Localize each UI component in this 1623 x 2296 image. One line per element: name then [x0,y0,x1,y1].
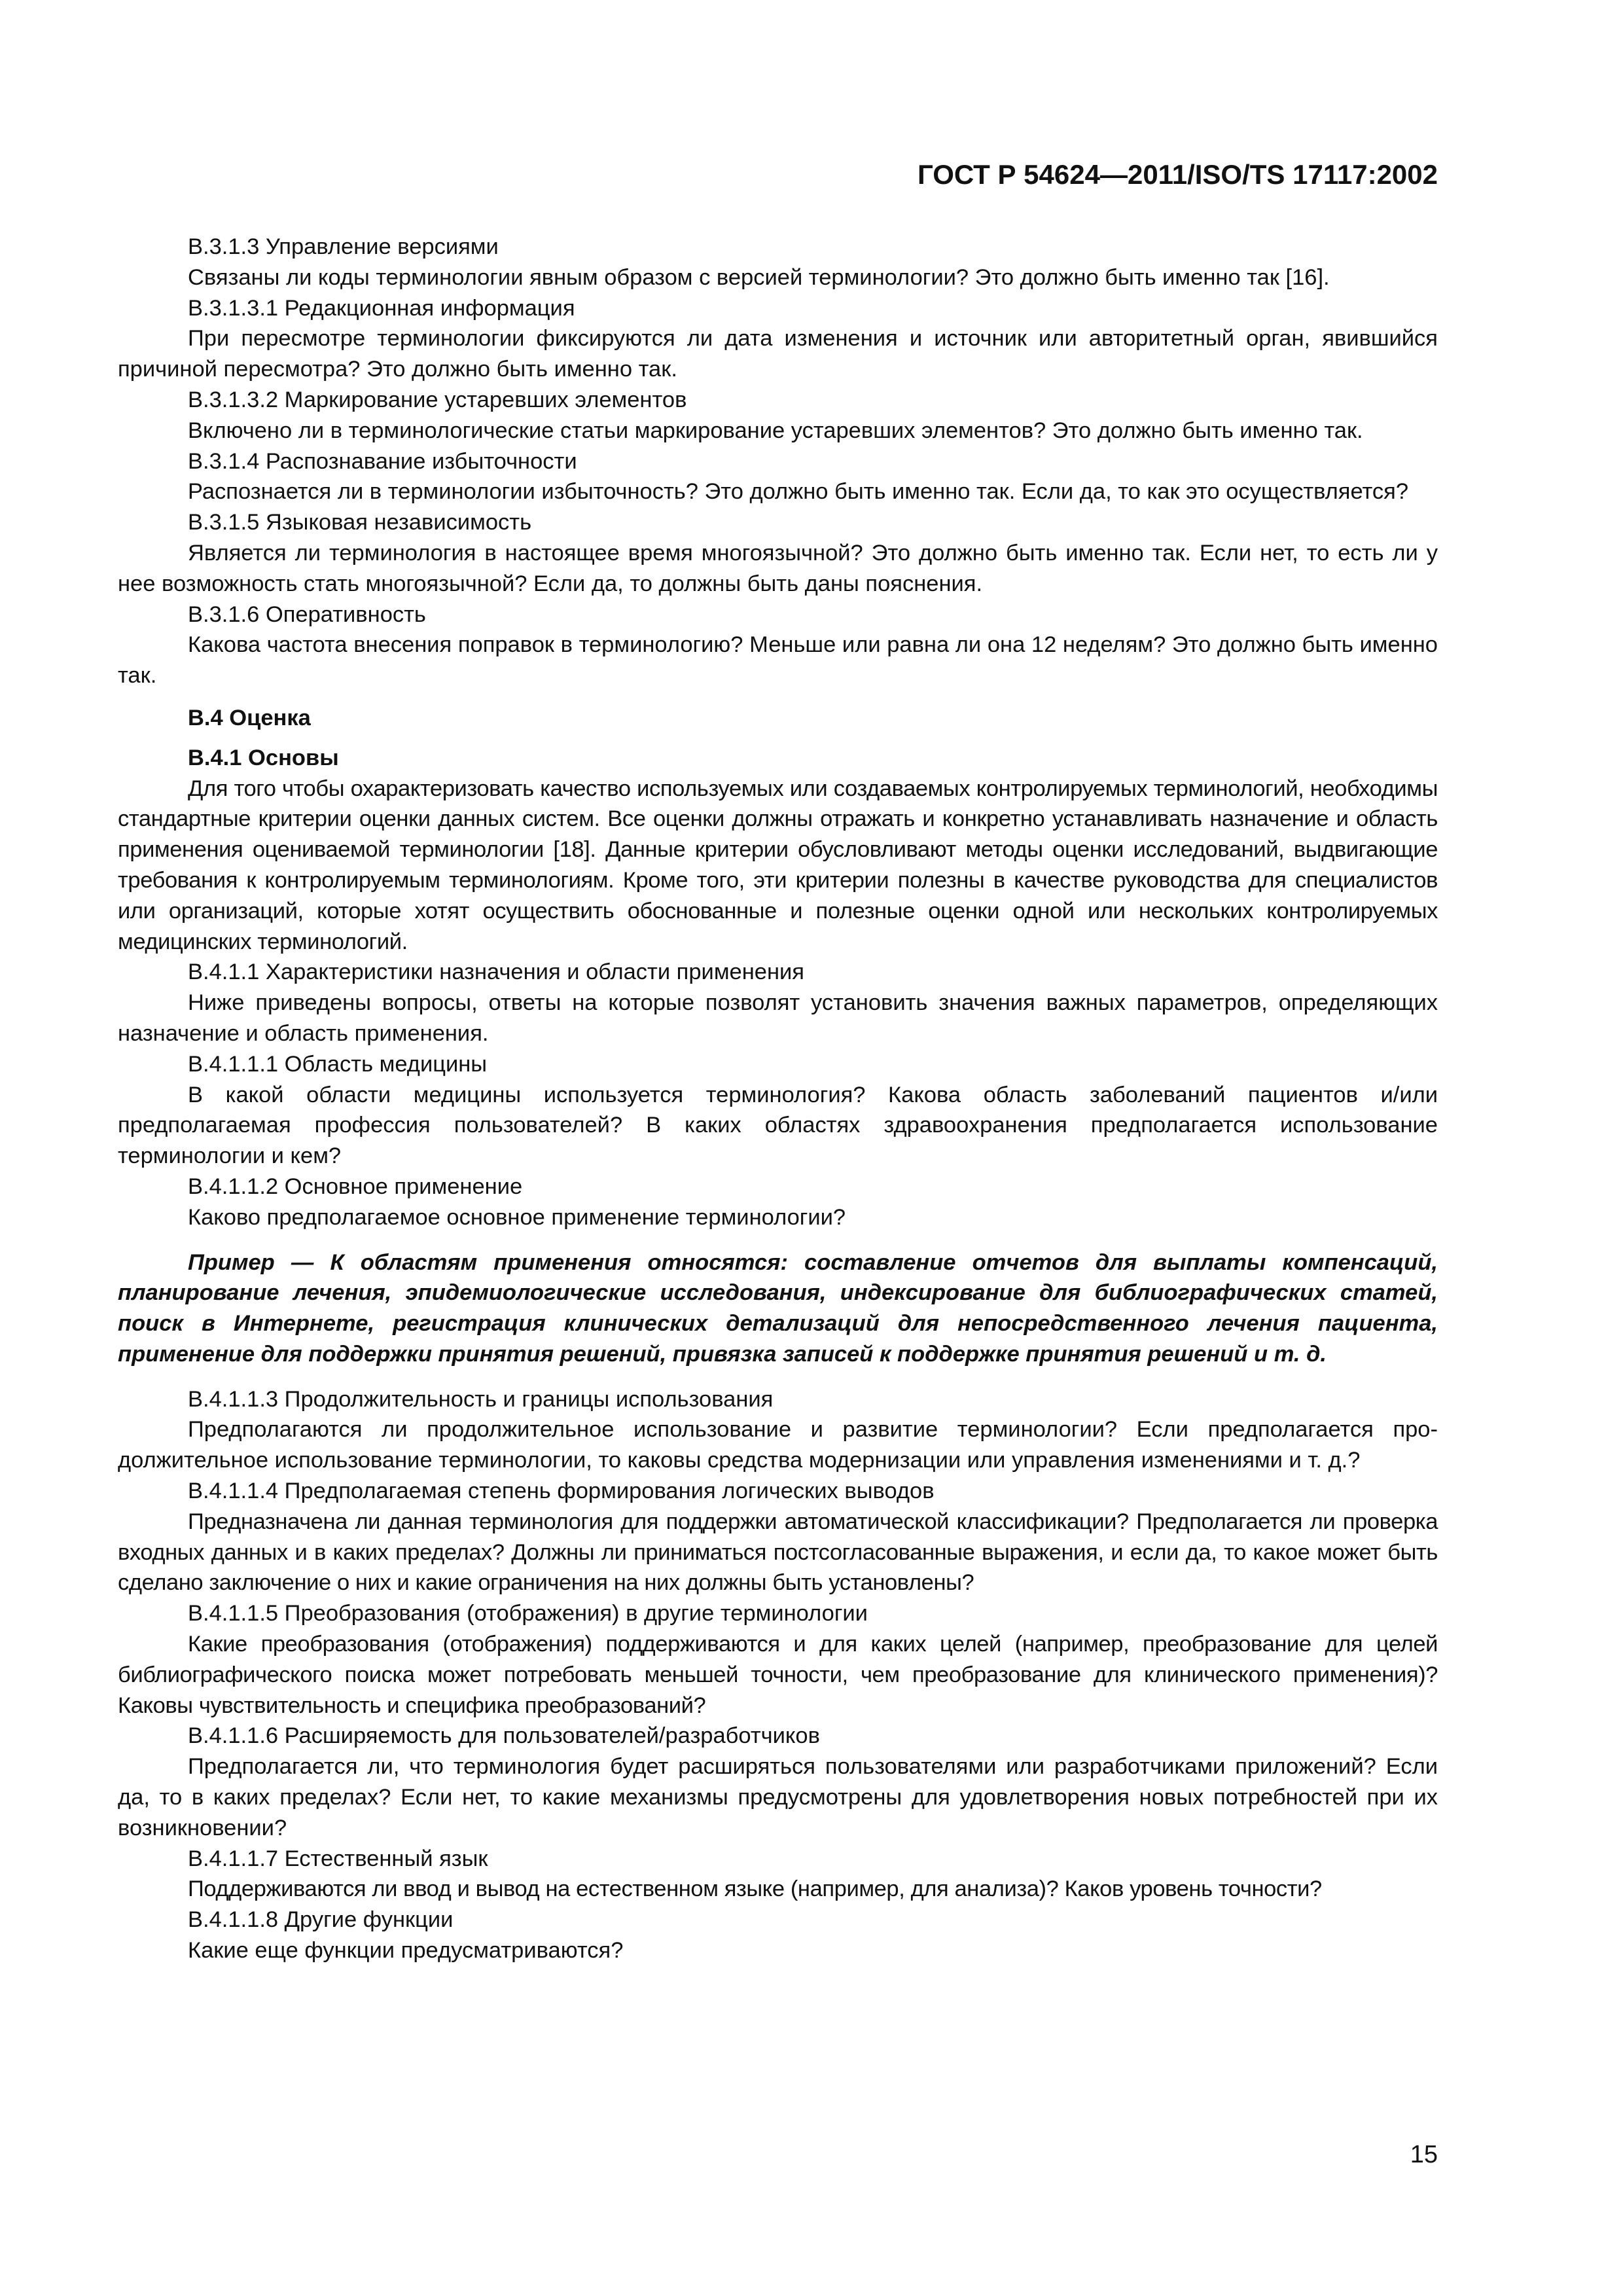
clause-heading: B.4.1.1.6 Расширяемость для пользователей/разработчиков [188,1723,820,1749]
clause-heading: B.4.1.1.8 Другие функции [188,1907,454,1933]
clause-heading: B.3.1.3.2 Маркирование устаревших элементов [188,387,687,412]
example-note: Пример — К областям применения относятся: составление отчетов для выплаты компенсаций, планирование лечения, эпидемиологические исследования, индексирование для библиографических статей, поиск в Интернете, регистрация клинических детализаций для непосредственного лечения пациента, применение для поддержки принятия решений, привязка записей к поддержке принятия решений и т. д. [118,1249,1438,1367]
clause-heading: B.4.1.1.4 Предполагаемая степень формирования логических выводов [188,1479,935,1504]
clause-paragraph: Поддерживаются ли ввод и вывод на естественном языке (например, для анализа)? Каков уровень точности? [188,1876,1322,1902]
clause-paragraph: Предполагаются ли продолжительное использование и развитие терминологии? Если предполагается продолжительное использование терминологии, то каковы средства модернизации или управления изменениями и т. д.? [118,1417,1438,1473]
clause-paragraph: Включено ли в терминологические статьи маркирование устаревших элементов? Это должно быть именно так. [188,418,1363,443]
clause-paragraph: В какой области медицины используется терминология? Какова область заболеваний пациентов и/или предполагаемая профессия пользователей? В каких областях здравоохранения предполагается использование терминологии и кем? [118,1082,1438,1169]
clause-paragraph: Предназначена ли данная терминология для поддержки автоматической классификации? Предполагается ли проверка входных данных и в каких пределах? Должны ли приниматься постсогласованные выражения, и если да, то какое может быть сделано заключение о них и какие ограничения на них должны быть установлены? [118,1509,1438,1596]
page-number: 15 [1410,2141,1438,2168]
clause-heading: B.4.1.1.7 Естественный язык [188,1846,488,1871]
clause-heading: B.3.1.4 Распознавание избыточности [188,448,577,474]
clause-paragraph: Ниже приведены вопросы, ответы на которые позволят установить значения важных параметров, определяющих назначение и область применения. [118,990,1438,1046]
clause-heading: B.4.1.1.5 Преобразования (отображения) в другие терминологии [188,1601,868,1626]
clause-heading: B.3.1.5 Языковая независимость [188,510,532,535]
clause-paragraph: Распознается ли в терминологии избыточность? Это должно быть именно так. Если да, то как это осуществляется? [188,479,1409,505]
clause-paragraph: Какие еще функции предусматриваются? [188,1938,624,1964]
clause-paragraph: Каково предполагаемое основное применение терминологии? [188,1204,846,1230]
clause-paragraph: Связаны ли коды терминологии явным образом с версией терминологии? Это должно быть именно так [16]. [188,264,1330,290]
clause-paragraph: Какова частота внесения поправок в терминологию? Меньше или равна ли она 12 неделям? Это должно быть именно так. [118,632,1438,689]
standard-designation: ГОСТ Р 54624—2011/ISO/TS 17117:2002 [917,159,1438,190]
clause-heading: B.3.1.3 Управление версиями [188,234,499,259]
clause-heading: B.4.1.1.1 Область медицины [188,1051,488,1077]
clause-heading: B.3.1.6 Оперативность [188,601,426,627]
clause-heading: B.3.1.3.1 Редакционная информация [188,295,575,321]
clause-heading: B.4.1.1 Характеристики назначения и области применения [188,960,804,985]
document-body [118,232,1438,1966]
clause-heading: B.4.1.1.2 Основное применение [188,1174,523,1199]
section-heading-b41: B.4.1 Основы [188,745,339,770]
clause-heading: B.4.1.1.3 Продолжительность и границы использования [188,1386,774,1412]
clause-paragraph: Является ли терминология в настоящее время многоязычной? Это должно быть именно так. Если нет, то есть ли у нее возможность стать многоязычной? Если да, то должны быть даны пояснения. [118,540,1438,596]
clause-paragraph: При пересмотре терминологии фиксируются ли дата изменения и источник или авторитетный орган, явившийся причиной пересмотра? Это должно быть именно так. [118,326,1438,382]
clause-paragraph: Предполагается ли, что терминология будет расширяться пользователями или разработчиками приложений? Если да, то в каких пределах? Если нет, то какие механизмы предусмотрены для удовлетворения новых потребностей при их возникновении? [118,1754,1438,1840]
clause-paragraph: Для того чтобы охарактеризовать качество используемых или создаваемых контролируемых терминологий, необходимы стандартные критерии оценки данных систем. Все оценки должны отражать и конкретно устанавливать назначение и область применения оцениваемой терминологии [18]. Данные критерии обусловливают методы оценки исследований, выдвигающие требования к контролируемым терминологиям. Кроме того, эти критерии полезны в качестве руководства для специалистов или организаций, которые хотят осуществить обоснованные и полезные оценки одной или нескольких контролируемых медицинских терминологий. [118,776,1438,954]
section-heading-b4: B.4 Оценка [188,705,311,730]
clause-paragraph: Какие преобразования (отображения) поддерживаются и для каких целей (например, преобразование для целей библиографического поиска может потребовать меньшей точности, чем преобразование для клинического применения)? Каковы чувствительность и специфика преобразований? [118,1632,1438,1718]
